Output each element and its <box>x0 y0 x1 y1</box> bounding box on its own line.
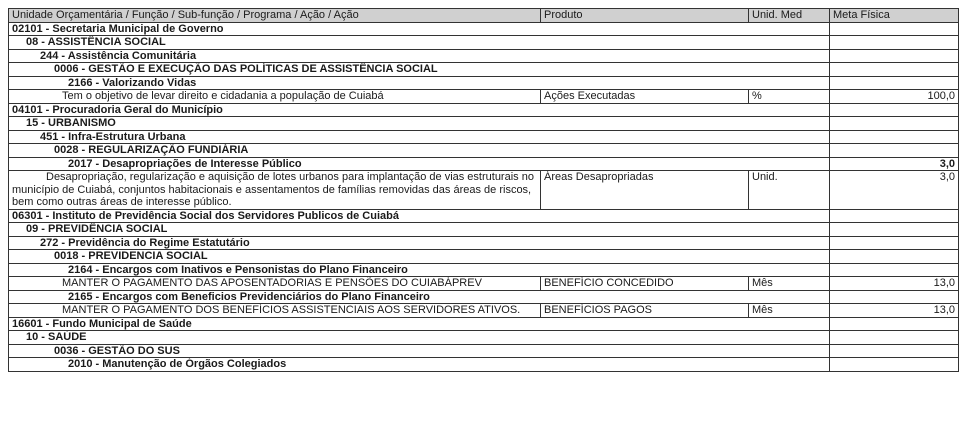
budget-table-sheet <box>8 8 959 372</box>
empty-span-cell <box>541 263 830 277</box>
budget-table <box>8 8 959 372</box>
empty-span-cell <box>541 103 830 117</box>
table-row <box>9 90 959 104</box>
table-row <box>9 76 959 90</box>
hierarchy-label-cell: 0006 - GESTÃO E EXECUÇÃO DAS POLÍTICAS DE ASSISTÊNCIA SOCIAL <box>9 63 541 77</box>
empty-span-cell <box>541 358 830 372</box>
meta-fisica-total-cell <box>830 36 959 50</box>
produto-cell: BENEFÍCIOS PAGOS <box>541 304 749 318</box>
meta-fisica-total-cell <box>830 223 959 237</box>
produto-cell: Áreas Desapropriadas <box>541 171 749 210</box>
meta-fisica-cell: 13,0 <box>830 304 959 318</box>
action-description-cell: MANTER O PAGAMENTO DOS BENEFÍCIOS ASSISTENCIAIS AOS SERVIDORES ATIVOS. <box>9 304 541 318</box>
table-row <box>9 117 959 131</box>
hierarchy-label-cell: 2166 - Valorizando Vidas <box>9 76 541 90</box>
hierarchy-label-cell: 2010 - Manutenção de Órgãos Colegiados <box>9 358 541 372</box>
unid-med-cell: % <box>749 90 830 104</box>
table-row <box>9 344 959 358</box>
empty-span-cell <box>541 250 830 264</box>
hierarchy-label-cell: 09 - PREVIDÊNCIA SOCIAL <box>9 223 541 237</box>
table-row <box>9 263 959 277</box>
produto-cell: Ações Executadas <box>541 90 749 104</box>
meta-fisica-cell: 3,0 <box>830 171 959 210</box>
meta-fisica-cell: 100,0 <box>830 90 959 104</box>
empty-span-cell <box>541 130 830 144</box>
meta-fisica-total-cell <box>830 144 959 158</box>
meta-fisica-total-cell <box>830 209 959 223</box>
empty-span-cell <box>541 317 830 331</box>
table-row <box>9 290 959 304</box>
hierarchy-label-cell: 272 - Previdência do Regime Estatutário <box>9 236 541 250</box>
hierarchy-label-cell: 08 - ASSISTÊNCIA SOCIAL <box>9 36 541 50</box>
table-row <box>9 304 959 318</box>
table-row <box>9 358 959 372</box>
empty-span-cell <box>541 236 830 250</box>
hierarchy-label-cell: 04101 - Procuradoria Geral do Município <box>9 103 541 117</box>
meta-fisica-total-cell <box>830 236 959 250</box>
hierarchy-label-cell: 451 - Infra-Estrutura Urbana <box>9 130 541 144</box>
table-header-row <box>9 9 959 23</box>
table-row <box>9 250 959 264</box>
empty-span-cell <box>541 36 830 50</box>
produto-cell: BENEFÍCIO CONCEDIDO <box>541 277 749 291</box>
hierarchy-label-cell: 10 - SAÚDE <box>9 331 541 345</box>
unid-med-cell: Mês <box>749 277 830 291</box>
meta-fisica-total-cell <box>830 317 959 331</box>
header-unidade: Unidade Orçamentária / Função / Sub-função / Programa / Ação / Ação <box>9 9 541 23</box>
table-row <box>9 277 959 291</box>
empty-span-cell <box>541 144 830 158</box>
table-row <box>9 223 959 237</box>
action-description-cell: Tem o objetivo de levar direito e cidadania a população de Cuiabá <box>9 90 541 104</box>
empty-span-cell <box>541 331 830 345</box>
table-row <box>9 63 959 77</box>
table-row <box>9 331 959 345</box>
table-row <box>9 209 959 223</box>
meta-fisica-total-cell <box>830 76 959 90</box>
table-row <box>9 22 959 36</box>
table-row <box>9 144 959 158</box>
table-body <box>9 22 959 371</box>
header-unid-med: Unid. Med <box>749 9 830 23</box>
meta-fisica-total-cell <box>830 290 959 304</box>
empty-span-cell <box>541 157 830 171</box>
meta-fisica-total-cell <box>830 22 959 36</box>
hierarchy-label-cell: 244 - Assistência Comunitária <box>9 49 541 63</box>
hierarchy-label-cell: 15 - URBANISMO <box>9 117 541 131</box>
meta-fisica-total-cell <box>830 117 959 131</box>
action-description-cell: MANTER O PAGAMENTO DAS APOSENTADORIAS E PENSÕES DO CUIABÁPREV <box>9 277 541 291</box>
meta-fisica-total-cell <box>830 358 959 372</box>
meta-fisica-total-cell <box>830 331 959 345</box>
table-row <box>9 157 959 171</box>
hierarchy-label-cell: 2164 - Encargos com Inativos e Pensonistas do Plano Financeiro <box>9 263 541 277</box>
meta-fisica-total-cell <box>830 250 959 264</box>
header-meta-fisica: Meta Física <box>830 9 959 23</box>
empty-span-cell <box>541 290 830 304</box>
hierarchy-label-cell: 0028 - REGULARIZAÇÃO FUNDIÁRIA <box>9 144 541 158</box>
hierarchy-label-cell: 06301 - Instituto de Previdência Social dos Servidores Publicos de Cuiabá <box>9 209 541 223</box>
meta-fisica-total-cell: 3,0 <box>830 157 959 171</box>
hierarchy-label-cell: 02101 - Secretaria Municipal de Governo <box>9 22 541 36</box>
empty-span-cell <box>541 63 830 77</box>
table-row <box>9 171 959 210</box>
table-row <box>9 317 959 331</box>
table-row <box>9 236 959 250</box>
empty-span-cell <box>541 223 830 237</box>
header-produto: Produto <box>541 9 749 23</box>
meta-fisica-cell: 13,0 <box>830 277 959 291</box>
meta-fisica-total-cell <box>830 344 959 358</box>
meta-fisica-total-cell <box>830 130 959 144</box>
empty-span-cell <box>541 209 830 223</box>
empty-span-cell <box>541 117 830 131</box>
unid-med-cell: Mês <box>749 304 830 318</box>
hierarchy-label-cell: 16601 - Fundo Municipal de Saúde <box>9 317 541 331</box>
empty-span-cell <box>541 344 830 358</box>
table-row <box>9 103 959 117</box>
meta-fisica-total-cell <box>830 63 959 77</box>
empty-span-cell <box>541 22 830 36</box>
empty-span-cell <box>541 49 830 63</box>
table-row <box>9 49 959 63</box>
unid-med-cell: Unid. <box>749 171 830 210</box>
hierarchy-label-cell: 0036 - GESTÃO DO SUS <box>9 344 541 358</box>
meta-fisica-total-cell <box>830 49 959 63</box>
meta-fisica-total-cell <box>830 103 959 117</box>
table-row <box>9 36 959 50</box>
table-row <box>9 130 959 144</box>
hierarchy-label-cell: 2165 - Encargos com Beneficios Previdenciários do Plano Financeiro <box>9 290 541 304</box>
hierarchy-label-cell: 0018 - PREVIDENCIA SOCIAL <box>9 250 541 264</box>
hierarchy-label-cell: 2017 - Desapropriações de Interesse Público <box>9 157 541 171</box>
empty-span-cell <box>541 76 830 90</box>
meta-fisica-total-cell <box>830 263 959 277</box>
action-description-cell: Desapropriação, regularização e aquisição de lotes urbanos para implantação de vias estruturais no município de Cuiabá, conjuntos habitacionais e assentamentos de famílias removidas das áreas de riscos, bem como outras áreas de interesse público. <box>9 171 541 210</box>
